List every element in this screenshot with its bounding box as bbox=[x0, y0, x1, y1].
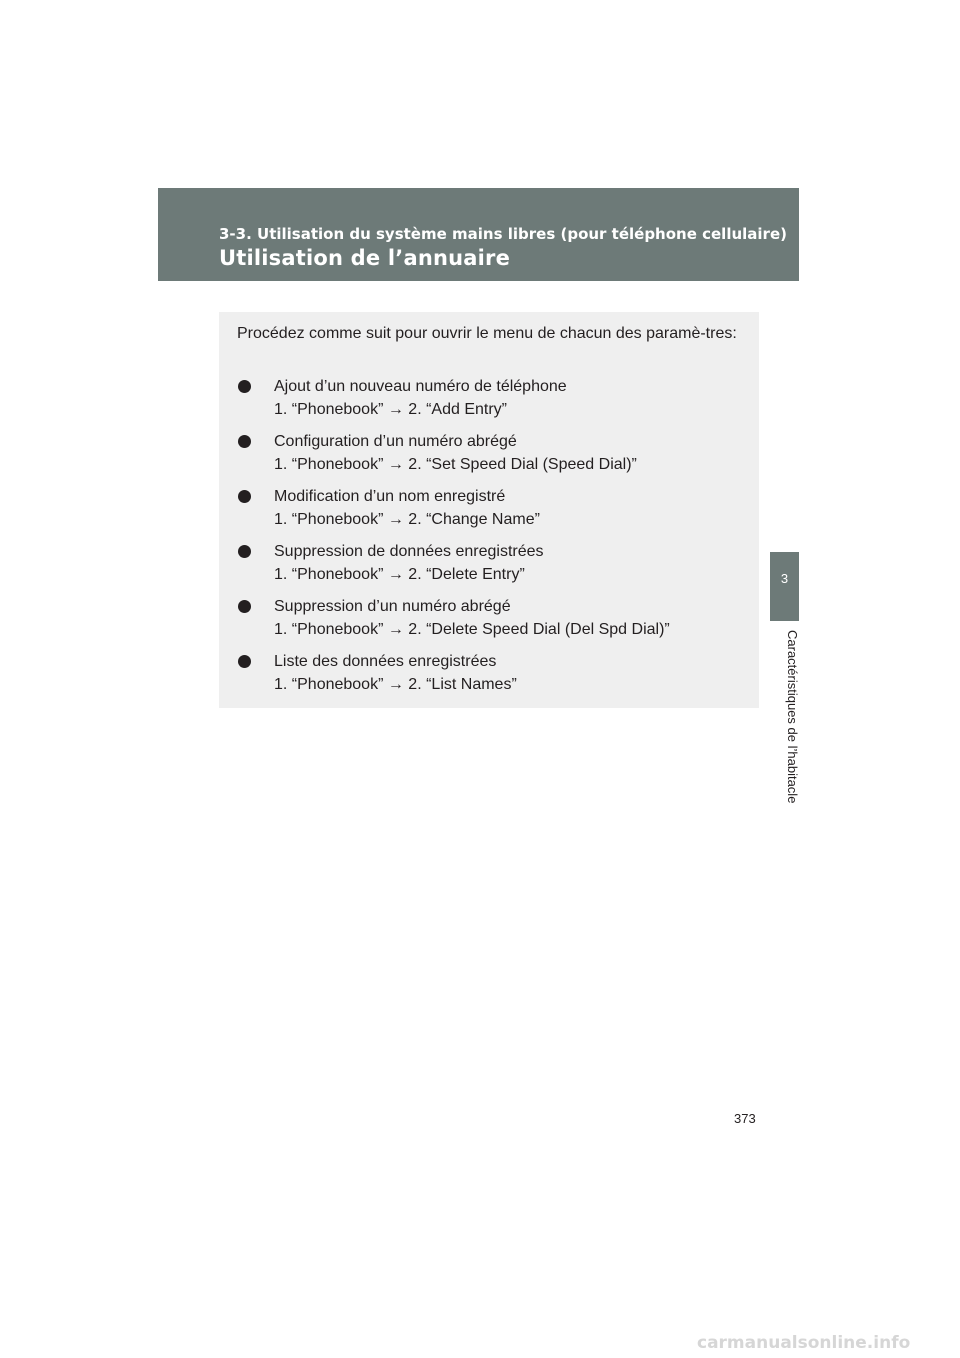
info-box bbox=[219, 312, 759, 708]
watermark: carmanualsonline.info bbox=[697, 1333, 911, 1353]
bullet-icon bbox=[238, 380, 251, 393]
page-number: 373 bbox=[734, 1111, 756, 1126]
item-text: Ajout d’un nouveau numéro de téléphone bbox=[274, 378, 567, 395]
item-text: Configuration d’un numéro abrégé bbox=[274, 433, 517, 450]
list-item bbox=[237, 595, 747, 641]
bullet-icon bbox=[238, 545, 251, 558]
item-text: Suppression de données enregistrées bbox=[274, 543, 544, 560]
item-path: 1. “Phonebook” → 2. “Delete Speed Dial (Del Spd Dial)” bbox=[274, 621, 670, 638]
section-subtitle: 3-3. Utilisation du système mains libres (pour téléphone cellulaire) bbox=[219, 225, 787, 243]
item-text: Liste des données enregistrées bbox=[274, 653, 497, 670]
chapter-label: Caractéristiques de l’habitacle bbox=[785, 630, 800, 804]
chapter-tab bbox=[770, 552, 799, 621]
bullet-icon bbox=[238, 600, 251, 613]
list-item bbox=[237, 485, 747, 531]
list-item bbox=[237, 540, 747, 586]
item-path: 1. “Phonebook” → 2. “Add Entry” bbox=[274, 401, 507, 418]
item-path: 1. “Phonebook” → 2. “Delete Entry” bbox=[274, 566, 525, 583]
list-item bbox=[237, 430, 747, 476]
item-path: 1. “Phonebook” → 2. “List Names” bbox=[274, 676, 517, 693]
item-text: Suppression d’un numéro abrégé bbox=[274, 598, 511, 615]
item-path: 1. “Phonebook” → 2. “Change Name” bbox=[274, 511, 540, 528]
bullet-icon bbox=[238, 655, 251, 668]
bullet-icon bbox=[238, 435, 251, 448]
list-item bbox=[237, 375, 747, 421]
intro-text: Procédez comme suit pour ouvrir le menu de chacun des paramè-tres: bbox=[237, 325, 737, 342]
item-path: 1. “Phonebook” → 2. “Set Speed Dial (Speed Dial)” bbox=[274, 456, 637, 473]
bullet-icon bbox=[238, 490, 251, 503]
item-text: Modification d’un nom enregistré bbox=[274, 488, 506, 505]
list-item bbox=[237, 650, 747, 696]
chapter-number: 3 bbox=[780, 571, 789, 586]
page-title: Utilisation de l’annuaire bbox=[219, 246, 511, 270]
section-header bbox=[158, 188, 799, 281]
